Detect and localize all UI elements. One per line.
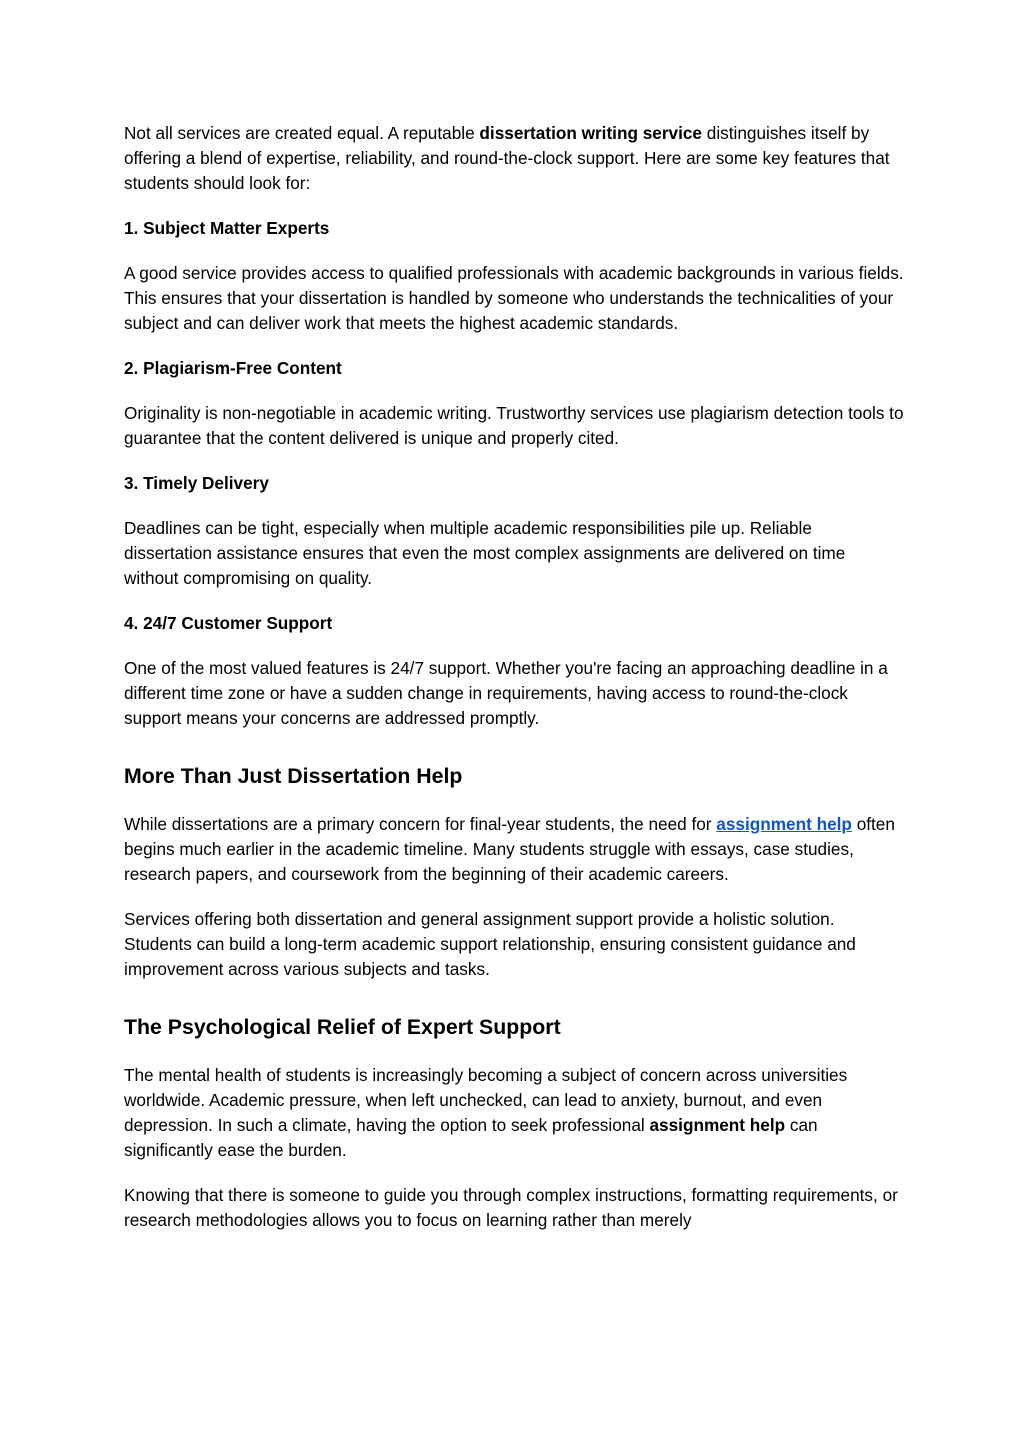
intro-text-start: Not all services are created equal. A reputable <box>124 123 480 143</box>
intro-paragraph <box>124 121 904 196</box>
section-heading-psychological-relief: The Psychological Relief of Expert Support <box>124 1015 561 1039</box>
guidance-paragraph: Knowing that there is someone to guide you through complex instructions, formatting requirements, or research methodologies allows you to focus on learning rather than merely <box>124 1185 898 1230</box>
section-heading-more-than-dissertation: More Than Just Dissertation Help <box>124 764 463 788</box>
intro-text-end: distinguishes itself by offering a blend of expertise, reliability, and round-the-clock support. Here are some key features that students should look for: <box>124 123 890 193</box>
intro-bold-phrase: dissertation writing service <box>479 123 702 143</box>
bold-phrase: assignment help <box>649 1115 786 1135</box>
assignment-help-link[interactable]: assignment help <box>716 814 852 834</box>
paragraph-text-start: While dissertations are a primary concern for final-year students, the need for <box>124 814 717 834</box>
holistic-support-paragraph: Services offering both dissertation and general assignment support provide a holistic solution. Students can build a long-term academic support relationship, ensuring consistent guidance and improvement across various subjects and tasks. <box>124 909 856 979</box>
mental-health-paragraph <box>124 1063 904 1163</box>
paragraph-text-end: often begins much earlier in the academic timeline. Many students struggle with essays, case studies, research papers, and coursework from the beginning of their academic careers. <box>124 814 895 884</box>
paragraph-text-start: The mental health of students is increasingly becoming a subject of concern across universities worldwide. Academic pressure, when left unchecked, can lead to anxiety, burnout, and even depression. In such a climate, having the option to seek professional <box>124 1065 848 1135</box>
feature-body-3: Deadlines can be tight, especially when multiple academic responsibilities pile up. Reliable dissertation assistance ensures that even the most complex assignments are delivered on time without compromising on quality. <box>124 518 846 588</box>
document-body <box>124 121 904 1253</box>
feature-body-4: One of the most valued features is 24/7 support. Whether you're facing an approaching deadline in a different time zone or have a sudden change in requirements, having access to round-the-clock support means your concerns are addressed promptly. <box>124 658 888 728</box>
feature-heading-3: 3. Timely Delivery <box>124 473 269 493</box>
paragraph-text-end: can significantly ease the burden. <box>124 1115 818 1160</box>
feature-heading-1: 1. Subject Matter Experts <box>124 218 330 238</box>
feature-heading-4: 4. 24/7 Customer Support <box>124 613 333 633</box>
feature-heading-2: 2. Plagiarism-Free Content <box>124 358 342 378</box>
assignment-help-paragraph <box>124 812 904 887</box>
feature-body-2: Originality is non-negotiable in academic writing. Trustworthy services use plagiarism detection tools to guarantee that the content delivered is unique and properly cited. <box>124 403 904 448</box>
feature-body-1: A good service provides access to qualified professionals with academic backgrounds in various fields. This ensures that your dissertation is handled by someone who understands the technicalities of your subject and can deliver work that meets the highest academic standards. <box>124 263 904 333</box>
